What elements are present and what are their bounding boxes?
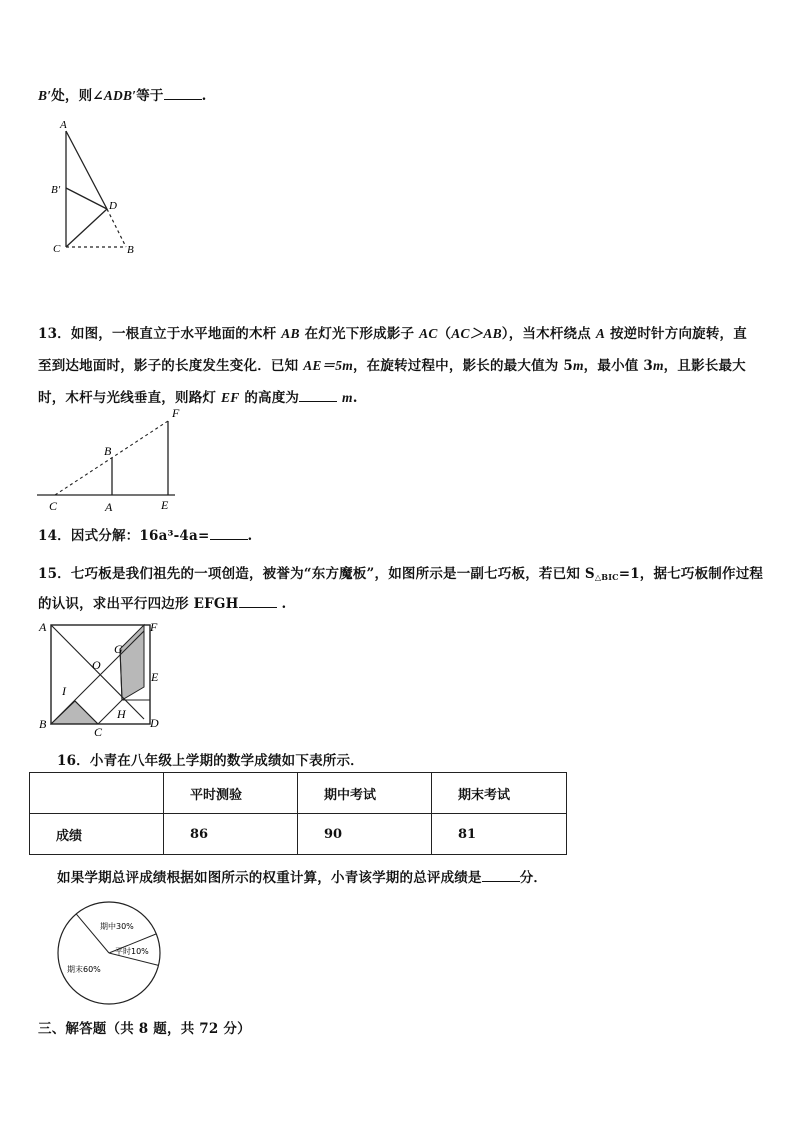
- q13-l2ae: AE＝5m: [303, 358, 353, 373]
- q15-label-g: G: [114, 642, 123, 656]
- q13-label-c: C: [49, 499, 58, 513]
- q16-question-end: 分．: [519, 870, 548, 886]
- table-row: [30, 814, 567, 855]
- q13-l1cond: AC＞AB: [451, 326, 502, 341]
- q13-answer-blank: [299, 389, 337, 402]
- q12-mid: 处，则∠: [51, 88, 104, 104]
- q16-pie-chart: [56, 900, 166, 1006]
- q13-l2m2: m: [652, 358, 664, 373]
- q14-answer-blank: [210, 527, 248, 540]
- q13-line1: [38, 322, 747, 342]
- q15-label-f: F: [150, 620, 158, 634]
- table-cell: 86: [164, 814, 298, 855]
- q12-answer-blank: [164, 87, 202, 100]
- q13-figure: [35, 403, 180, 515]
- q13-l1pt: A: [595, 326, 606, 341]
- q16-question: [57, 866, 547, 886]
- q16-answer-blank: [482, 869, 520, 882]
- q15-label-o: O: [92, 658, 101, 672]
- q13-line2: [38, 354, 746, 374]
- q16-score-table: [29, 772, 567, 855]
- section3-title: 三、解答题（共 8 题，共 72 分）: [38, 1021, 251, 1037]
- q15-l2end: .: [281, 596, 287, 612]
- q12-label-c: C: [53, 243, 61, 255]
- table-header-cell: 期中考试: [298, 773, 432, 814]
- table-cell: 81: [432, 814, 567, 855]
- q13-l1ab: AB: [281, 326, 300, 341]
- pie-label-midterm: 期中30%: [100, 922, 134, 931]
- q12-label-b: B: [127, 244, 134, 256]
- q15-tangram-figure: [34, 617, 169, 737]
- table-cell: 90: [298, 814, 432, 855]
- q14-body: 14．因式分解：16a³-4a=: [38, 528, 210, 544]
- table-header-row: [30, 773, 567, 814]
- table-header-cell: 平时测验: [164, 773, 298, 814]
- q16-question-body: 如果学期总评成绩根据如图所示的权重计算，小青该学期的总评成绩是: [57, 870, 482, 886]
- q13-l2c: ，最小值 3: [583, 358, 653, 374]
- q12-label-a: A: [60, 119, 67, 131]
- q13-l1c: （: [437, 326, 452, 342]
- q13-l1ac: AC: [419, 326, 438, 341]
- q15-l1b: =1，据七巧板制作过程: [618, 566, 764, 582]
- q15-label-d: D: [150, 716, 159, 730]
- q13-l3a: 时，木杆与光线垂直，则路灯: [38, 390, 221, 406]
- q12-figure: [40, 115, 150, 260]
- q13-l1e: 按逆时针方向旋转，直: [605, 326, 747, 342]
- q15-l2: 的认识，求出平行四边形 EFGH: [38, 596, 239, 612]
- q13-l1b: 在灯光下形成影子: [299, 326, 420, 342]
- q12-end: 等于: [136, 88, 164, 104]
- q13-l3unit: m: [342, 390, 353, 405]
- table-row-label: 成绩: [30, 814, 164, 855]
- q16-intro: 16．小青在八年级上学期的数学成绩如下表所示．: [57, 753, 364, 769]
- q12-text: [38, 84, 207, 104]
- q15-answer-blank: [239, 595, 277, 608]
- q13-l3end: .: [352, 390, 358, 406]
- q13-l3b: 的高度为: [239, 390, 300, 406]
- q13-l2b: ，在旋转过程中，影长的最大值为 5: [352, 358, 573, 374]
- q13-l3ef: EF: [221, 390, 240, 405]
- q14-end: .: [247, 528, 253, 544]
- q15-label-a: A: [39, 620, 47, 634]
- q15-label-b: B: [39, 717, 47, 731]
- q12-angle: ADB′: [103, 88, 137, 103]
- q12-prefix: B′: [38, 88, 52, 103]
- q15-label-i: I: [62, 684, 66, 698]
- q15-label-c: C: [94, 725, 103, 737]
- q13-label-f: F: [172, 406, 180, 420]
- q14-text: [38, 524, 252, 544]
- q15-label-e: E: [151, 670, 159, 684]
- q12-end-punct: .: [201, 88, 207, 104]
- q15-l1a: 15．七巧板是我们祖先的一项创造，被誉为“东方魔板”，如图所示是一副七巧板，若已知 S: [38, 566, 595, 582]
- q13-l2d: ，且影长最大: [663, 358, 746, 374]
- pie-label-final: 期末60%: [67, 965, 101, 974]
- q13-l2m1: m: [572, 358, 584, 373]
- q12-label-b-prime: B′: [51, 184, 61, 196]
- q13-label-a: A: [105, 500, 113, 514]
- q15-line2: [38, 592, 286, 612]
- pie-label-quiz: 平时10%: [115, 947, 149, 956]
- q13-l1a: 13．如图，一根直立于水平地面的木杆: [38, 326, 282, 342]
- q15-label-h: H: [117, 707, 126, 721]
- q13-l1d: ），当木杆绕点: [501, 326, 596, 342]
- q15-line1: [38, 562, 763, 582]
- q15-l1sub: △BIC: [594, 572, 619, 582]
- table-header-cell: [30, 773, 164, 814]
- q12-label-d: D: [109, 200, 117, 212]
- q13-label-e: E: [161, 498, 169, 512]
- q13-l2a: 至到达地面时，影子的长度发生变化．已知: [38, 358, 304, 374]
- q13-label-b: B: [104, 444, 112, 458]
- table-header-cell: 期末考试: [432, 773, 567, 814]
